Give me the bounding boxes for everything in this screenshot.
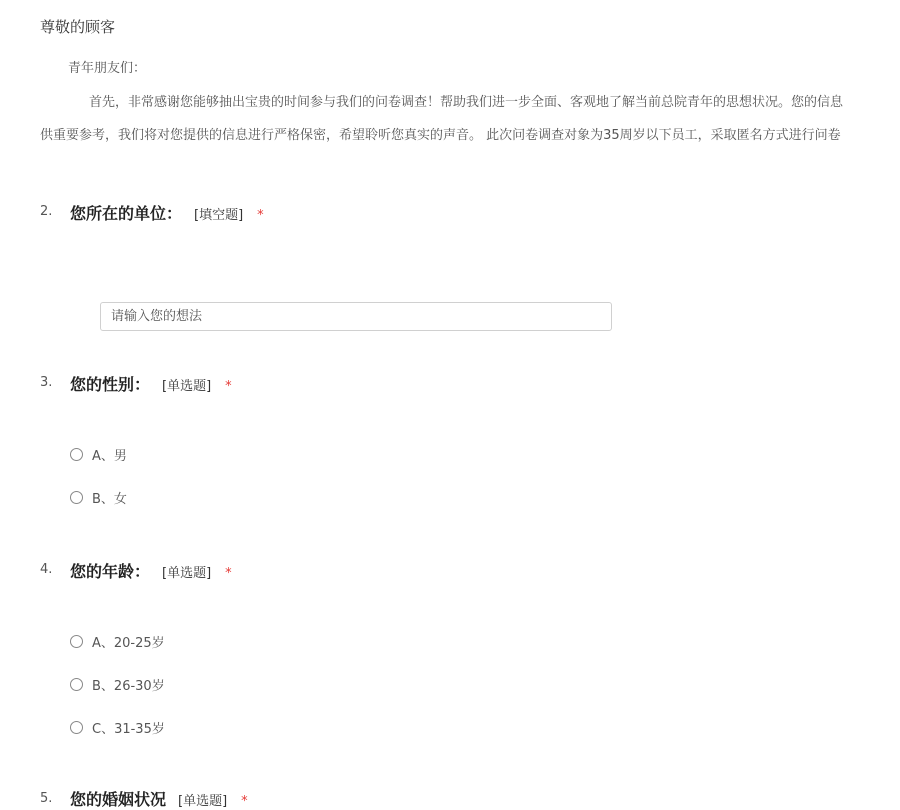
- question-title-text: 您的年龄：: [70, 562, 151, 581]
- radio-option-female[interactable]: [70, 488, 127, 507]
- option-label: B、女: [92, 492, 127, 507]
- question-title-text: 您的性别：: [70, 375, 151, 394]
- question-title: [70, 372, 232, 395]
- question-number: 4.: [40, 562, 53, 577]
- required-marker: *: [225, 566, 232, 581]
- required-marker: *: [241, 794, 248, 809]
- radio-button-icon[interactable]: [70, 721, 83, 734]
- question-title-text: 您的婚姻状况: [70, 790, 167, 809]
- radio-button-icon[interactable]: [70, 448, 83, 461]
- radio-option-age-31-35[interactable]: [70, 718, 165, 737]
- radio-button-icon[interactable]: [70, 678, 83, 691]
- radio-button-icon[interactable]: [70, 635, 83, 648]
- question-number: 5.: [40, 791, 53, 806]
- intro-title: 尊敬的顾客: [40, 18, 116, 36]
- required-marker: *: [225, 379, 232, 394]
- radio-button-icon[interactable]: [70, 491, 83, 504]
- radio-option-male[interactable]: [70, 445, 127, 464]
- question-number: 3.: [40, 375, 53, 390]
- question-title: [70, 201, 264, 224]
- option-label: A、20-25岁: [92, 636, 165, 651]
- question-title: [70, 559, 232, 582]
- unit-input[interactable]: [100, 302, 612, 331]
- radio-option-age-26-30[interactable]: [70, 675, 165, 694]
- radio-option-age-20-25[interactable]: [70, 632, 165, 651]
- required-marker: *: [257, 208, 264, 223]
- intro-paragraph-line: 首先，非常感谢您能够抽出宝贵的时间参与我们的问卷调查！帮助我们进一步全面、客观地了解当前总院青年的思想状况。您的信息: [89, 95, 844, 110]
- question-type-label: [单选题]: [162, 566, 212, 581]
- question-title: [70, 787, 248, 810]
- intro-greeting: 青年朋友们：: [68, 61, 147, 76]
- question-type-label: [单选题]: [162, 379, 212, 394]
- question-title-text: 您所在的单位：: [70, 204, 183, 223]
- question-number: 2.: [40, 204, 53, 219]
- option-label: A、男: [92, 449, 127, 464]
- question-type-label: [单选题]: [178, 794, 228, 809]
- question-type-label: [填空题]: [194, 208, 244, 223]
- option-label: C、31-35岁: [92, 722, 165, 737]
- option-label: B、26-30岁: [92, 679, 165, 694]
- intro-paragraph-line: 供重要参考，我们将对您提供的信息进行严格保密，希望聆听您真实的声音。 此次问卷调查对象为35周岁以下员工，采取匿名方式进行问卷: [40, 128, 841, 143]
